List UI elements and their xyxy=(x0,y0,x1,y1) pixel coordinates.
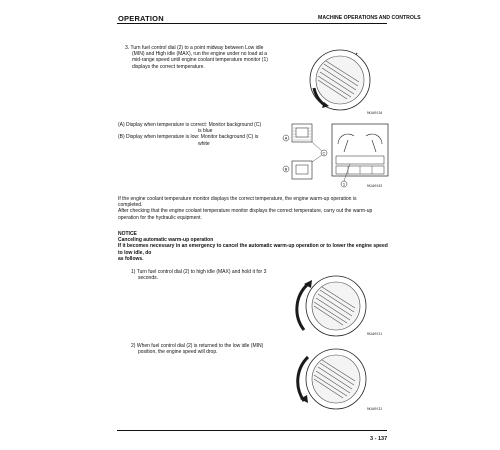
notice-line1: If it becomes necessary in an emergency to cancel the automatic warm-up operation or to lower the engine speed to low idle, do xyxy=(118,243,388,256)
step2-paragraph xyxy=(131,343,291,355)
step1-paragraph xyxy=(131,269,291,281)
para1-line1: If the engine coolant temperature monitor displays the correct temperature, the engine warm-up operation is xyxy=(118,196,357,202)
callout-c: C xyxy=(322,150,326,156)
display-descriptions xyxy=(118,122,278,147)
step3-line3: mid-range speed until engine coolant temperature monitor (1) xyxy=(132,57,268,64)
display-a-line1: (A) Display when temperature is correct: Monitor background (C) xyxy=(118,122,262,128)
display-a-line2: is blue xyxy=(198,128,213,135)
step2-number: 2) xyxy=(131,343,136,349)
section-title: OPERATION xyxy=(118,14,164,23)
figure-3-id: RKA09131 xyxy=(367,332,383,336)
step3-line1: Turn fuel control dial (2) to a point midway between Low idle xyxy=(130,45,264,51)
step1-line1: Turn fuel control dial (2) to high idle (MAX) and hold it for 3 xyxy=(136,269,267,275)
step1-line2: seconds. xyxy=(138,275,159,282)
step1-number: 1) xyxy=(131,269,136,275)
step3-line4: displays the correct temperature. xyxy=(132,63,205,70)
display-b-line1: (B) Display when temperature is low: Monitor background (C) is xyxy=(118,134,259,141)
step2-line1: When fuel control dial (2) is returned to the low idle (MIN) xyxy=(136,343,264,349)
para2-line1: After checking that the engine coolant temperature monitor displays the correct temperature, carry out the warm-up xyxy=(118,208,373,215)
footer-rule xyxy=(117,430,387,431)
page-number: 3 - 137 xyxy=(370,436,388,442)
callout-1: 1 xyxy=(342,181,346,187)
para2-line2: operation for the hydraulic equipment. xyxy=(118,214,202,221)
step3-number: 3. xyxy=(125,45,130,51)
step3-paragraph xyxy=(125,45,295,70)
notice-block xyxy=(118,231,390,262)
fuel-dial-figure-3 xyxy=(290,345,385,413)
para1-line2: completed. xyxy=(118,202,143,209)
notice-subtitle: Canceling automatic warm-up operation xyxy=(118,237,214,244)
notice-line2: as follows. xyxy=(118,255,144,262)
step2-line2: position, the engine speed will drop. xyxy=(138,349,218,356)
callout-b: B xyxy=(284,166,288,172)
monitor-panel-figure xyxy=(282,122,390,190)
step3-line2: (MIN) and High idle (MAX), run the engine under no load at a xyxy=(132,51,268,58)
callout-a: A xyxy=(284,135,288,141)
header-rule xyxy=(117,23,387,24)
completion-paragraph xyxy=(118,196,390,221)
display-b-line2: white xyxy=(198,140,210,147)
figure-2-id: RKA09183 xyxy=(367,184,383,188)
chapter-title: MACHINE OPERATIONS AND CONTROLS xyxy=(318,15,421,21)
fuel-dial-figure-1 xyxy=(300,44,390,116)
svg-text:✦: ✦ xyxy=(355,51,359,56)
notice-title: NOTICE xyxy=(118,231,137,237)
figure-1-id: RKA09130 xyxy=(367,111,383,115)
fuel-dial-figure-2 xyxy=(290,270,385,340)
figure-4-id: RKA09132 xyxy=(367,407,383,411)
